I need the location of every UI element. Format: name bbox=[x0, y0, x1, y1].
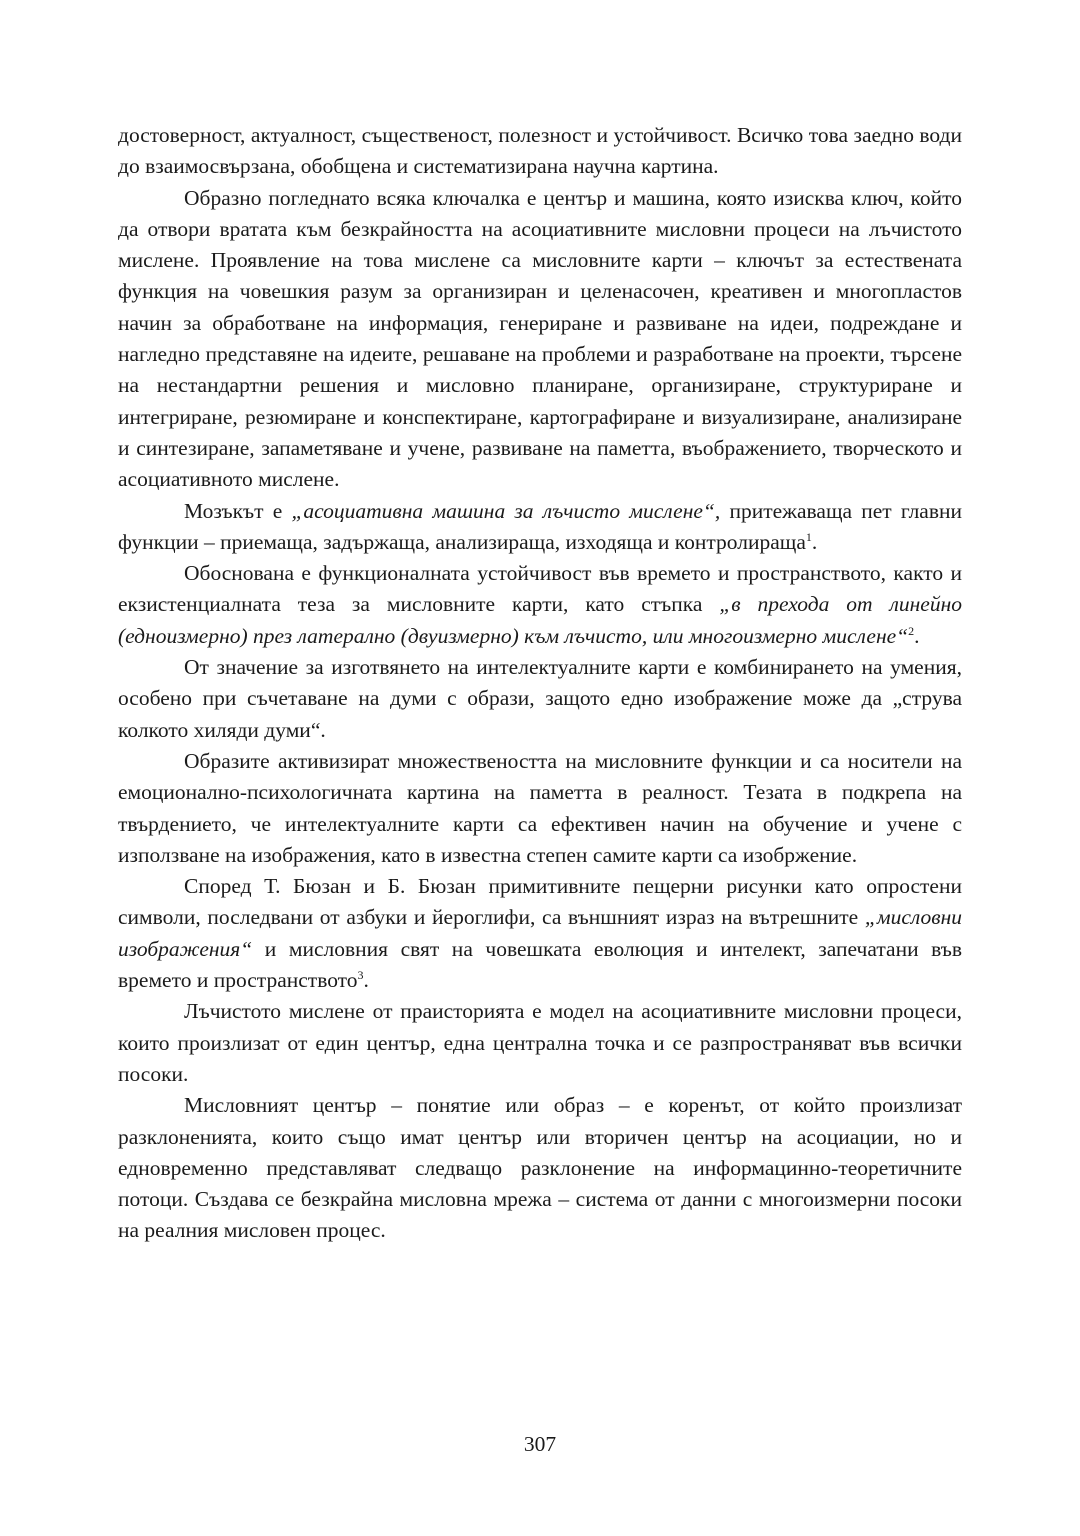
paragraph-7-quote: „мисловни изображения“ bbox=[118, 905, 962, 961]
paragraph-4-start: Обоснована е функционалната устойчивост във времето и пространството, както и екзистенциалната теза за мисловните карти, като стъпка bbox=[118, 561, 962, 617]
paragraph-3-tail: . bbox=[811, 529, 818, 554]
paragraph-3 bbox=[118, 496, 962, 559]
paragraph-6: Образите активизират множествеността на мисловните функции и са носители на емоционално-психологичната картина на паметта в реалност. Тезата в подкрепа на твърдението, че интелектуалните карти са ефективен начин на обучение и учене с използване на изображения, като в известна степен самите карти са изобржение. bbox=[118, 748, 962, 867]
paragraph-7-tail: . bbox=[363, 968, 369, 993]
paragraph-3-quote: „асоциативна машина за лъчисто мислене“, bbox=[291, 498, 721, 523]
page-body bbox=[118, 120, 962, 1247]
paragraph-3-end: притежаваща пет главни функции – приемаща, задържаща, анализираща, изходяща и контролираща bbox=[118, 498, 963, 554]
paragraph-7 bbox=[118, 871, 962, 996]
paragraph-7-end: и мисловния свят на човешката еволюция и интелект, запечатани във времето и пространството bbox=[118, 936, 962, 993]
paragraph-8: Лъчистото мислене от праисторията е модел на асоциативните мисловни процеси, които произлизат от един център, една централна точка и се разпространяват във всички посоки. bbox=[118, 999, 962, 1086]
paragraph-2: Образно погледнато всяка ключалка е център и машина, която изисква ключ, който да отвори вратата към безкрайността на асоциативните мисловни процеси на лъчистото мислене. Проявление на това мислене са мисловните карти – ключът за естествената функция на човешкия разум за организиран и целенасочен, креативен и многопластов начин за обработване на информация, генериране и развиване на идеи, подреждане и нагледно представяне на идеите, решаване на проблеми и разработване на проекти, търсене на нестандартни решения и мисловно планиране, организиране, структуриране и интегриране, резюмиране и конспектиране, картографиране и визуализиране, анализиране и синтезиране, запаметяване и учене, развиване на паметта, въображението, творческото и асоциативното мислене. bbox=[118, 185, 962, 492]
paragraph-9: Мисловният център – понятие или образ – е коренът, от който произлизат разклоненията, които също имат център или вторичен център на асоциации, но и едновременно представляват следващо разклонение на информацинно-теоретичните потоци. Създава се безкрайна мисловна мрежа – система от данни с многоизмерни посоки на реалния мисловен процес. bbox=[118, 1093, 962, 1243]
paragraph-7-start: Според Т. Бюзан и Б. Бюзан примитивните пещерни рисунки като опростени символи, последвани от азбуки и йероглифи, са външният израз на вътрешните bbox=[118, 874, 962, 930]
paragraph-3-start: Мозъкът е bbox=[184, 498, 292, 523]
footnote-ref-1[interactable]: 1 bbox=[805, 529, 812, 544]
page-number: 307 bbox=[523, 1432, 557, 1456]
paragraph-5: От значение за изготвянето на интелектуалните карти е комбинирането на умения, особено при съчетаване на думи с образи, защото едно изображение може да „струва колкото хиляди думи“. bbox=[118, 655, 962, 742]
paragraph-4 bbox=[118, 558, 962, 652]
paragraph-4-quote: „в прехода от линейно (едноизмерно) през латерално (двуизмерно) към лъчисто, или многоизмерно мислене“ bbox=[118, 592, 962, 648]
footnote-ref-3[interactable]: 3 bbox=[357, 967, 364, 982]
footnote-ref-2[interactable]: 2 bbox=[908, 623, 915, 638]
paragraph-4-tail: . bbox=[914, 623, 920, 648]
paragraph-1: достоверност, актуалност, същественост, полезност и устойчивост. Всичко това заедно води до взаимосвързана, обобщена и систематизирана научна картина. bbox=[118, 123, 962, 179]
